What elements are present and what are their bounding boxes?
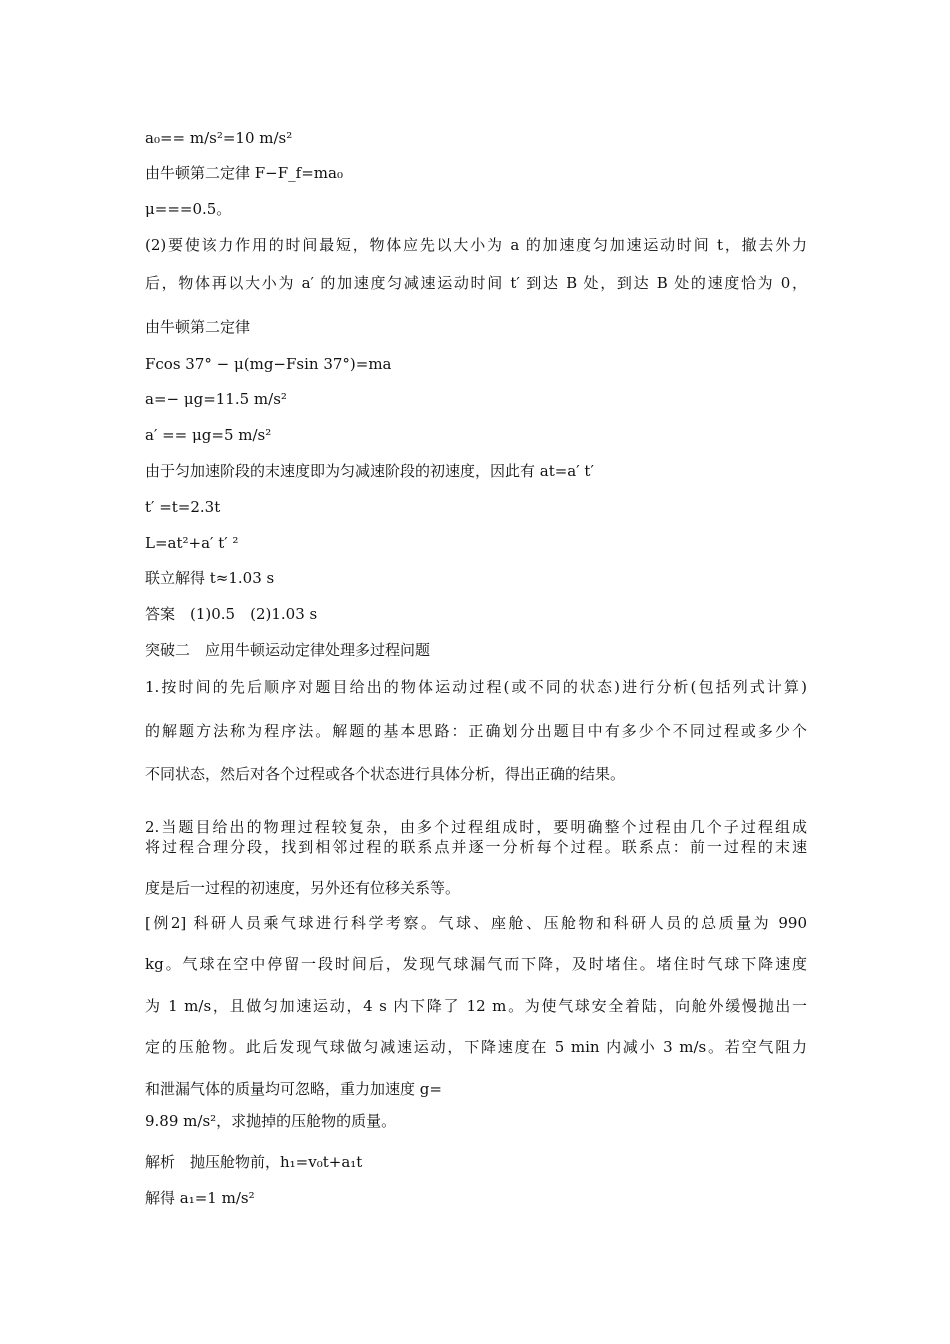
paragraph-line: (2)要使该力作用的时间最短，物体应先以大小为 a 的加速度匀加速运动时间 t，撤去外力 — [145, 236, 807, 254]
paragraph-line: 度是后一过程的初速度，另外还有位移关系等。 — [145, 879, 461, 897]
formula-line: Fcos 37° − μ(mg−Fsin 37°)=ma — [145, 355, 392, 373]
formula-line: a′ == μg=5 m/s² — [145, 426, 272, 444]
example-line: 定的压舱物。此后发现气球做匀减速运动，下降速度在 5 min 内减小 3 m/s。若空气阻力 — [145, 1038, 807, 1056]
section-heading: 突破二 应用牛顿运动定律处理多过程问题 — [145, 641, 431, 659]
formula-line: 联立解得 t≈1.03 s — [145, 569, 275, 587]
solution-line: 解析 抛压舱物前，h₁=v₀t+a₁t — [145, 1153, 363, 1171]
example-line: [例2] 科研人员乘气球进行科学考察。气球、座舱、压舱物和科研人员的总质量为 990 — [145, 914, 807, 932]
paragraph-line: 的解题方法称为程序法。解题的基本思路：正确划分出题目中有多少个不同过程或多少个 — [145, 722, 807, 740]
paragraph-line: 由牛顿第二定律 — [145, 318, 251, 336]
formula-line: a₀== m/s²=10 m/s² — [145, 129, 293, 147]
paragraph-line: 不同状态，然后对各个过程或各个状态进行具体分析，得出正确的结果。 — [145, 765, 626, 783]
formula-line: μ===0.5。 — [145, 200, 232, 218]
paragraph-line: 后，物体再以大小为 a′ 的加速度匀减速运动时间 t′ 到达 B 处，到达 B 处的速度恰为 0， — [145, 274, 807, 292]
example-line: 为 1 m/s，且做匀加速运动，4 s 内下降了 12 m。为使气球安全着陆，向舱外缓慢抛出一 — [145, 997, 807, 1015]
example-line: 9.89 m/s²，求抛掉的压舱物的质量。 — [145, 1112, 397, 1130]
answer-line: 答案 (1)0.5 (2)1.03 s — [145, 605, 318, 623]
solution-line: 解得 a₁=1 m/s² — [145, 1189, 255, 1207]
paragraph-line: 2.当题目给出的物理过程较复杂，由多个过程组成时，要明确整个过程由几个子过程组成 — [145, 818, 807, 836]
formula-line: 由牛顿第二定律 F−F_f=ma₀ — [145, 164, 343, 182]
paragraph-line: 由于匀加速阶段的末速度即为匀减速阶段的初速度，因此有 at=a′ t′ — [145, 462, 594, 480]
example-line: kg。气球在空中停留一段时间后，发现气球漏气而下降，及时堵住。堵住时气球下降速度 — [145, 955, 807, 973]
formula-line: a=− μg=11.5 m/s² — [145, 390, 287, 408]
example-line: 和泄漏气体的质量均可忽略，重力加速度 g= — [145, 1080, 442, 1098]
paragraph-line: 将过程合理分段，找到相邻过程的联系点并逐一分析每个过程。联系点：前一过程的末速 — [145, 838, 807, 856]
paragraph-line: 1.按时间的先后顺序对题目给出的物体运动过程(或不同的状态)进行分析(包括列式计算) — [145, 678, 807, 696]
formula-line: L=at²+a′ t′ ² — [145, 534, 239, 552]
formula-line: t′ =t=2.3t — [145, 498, 221, 516]
